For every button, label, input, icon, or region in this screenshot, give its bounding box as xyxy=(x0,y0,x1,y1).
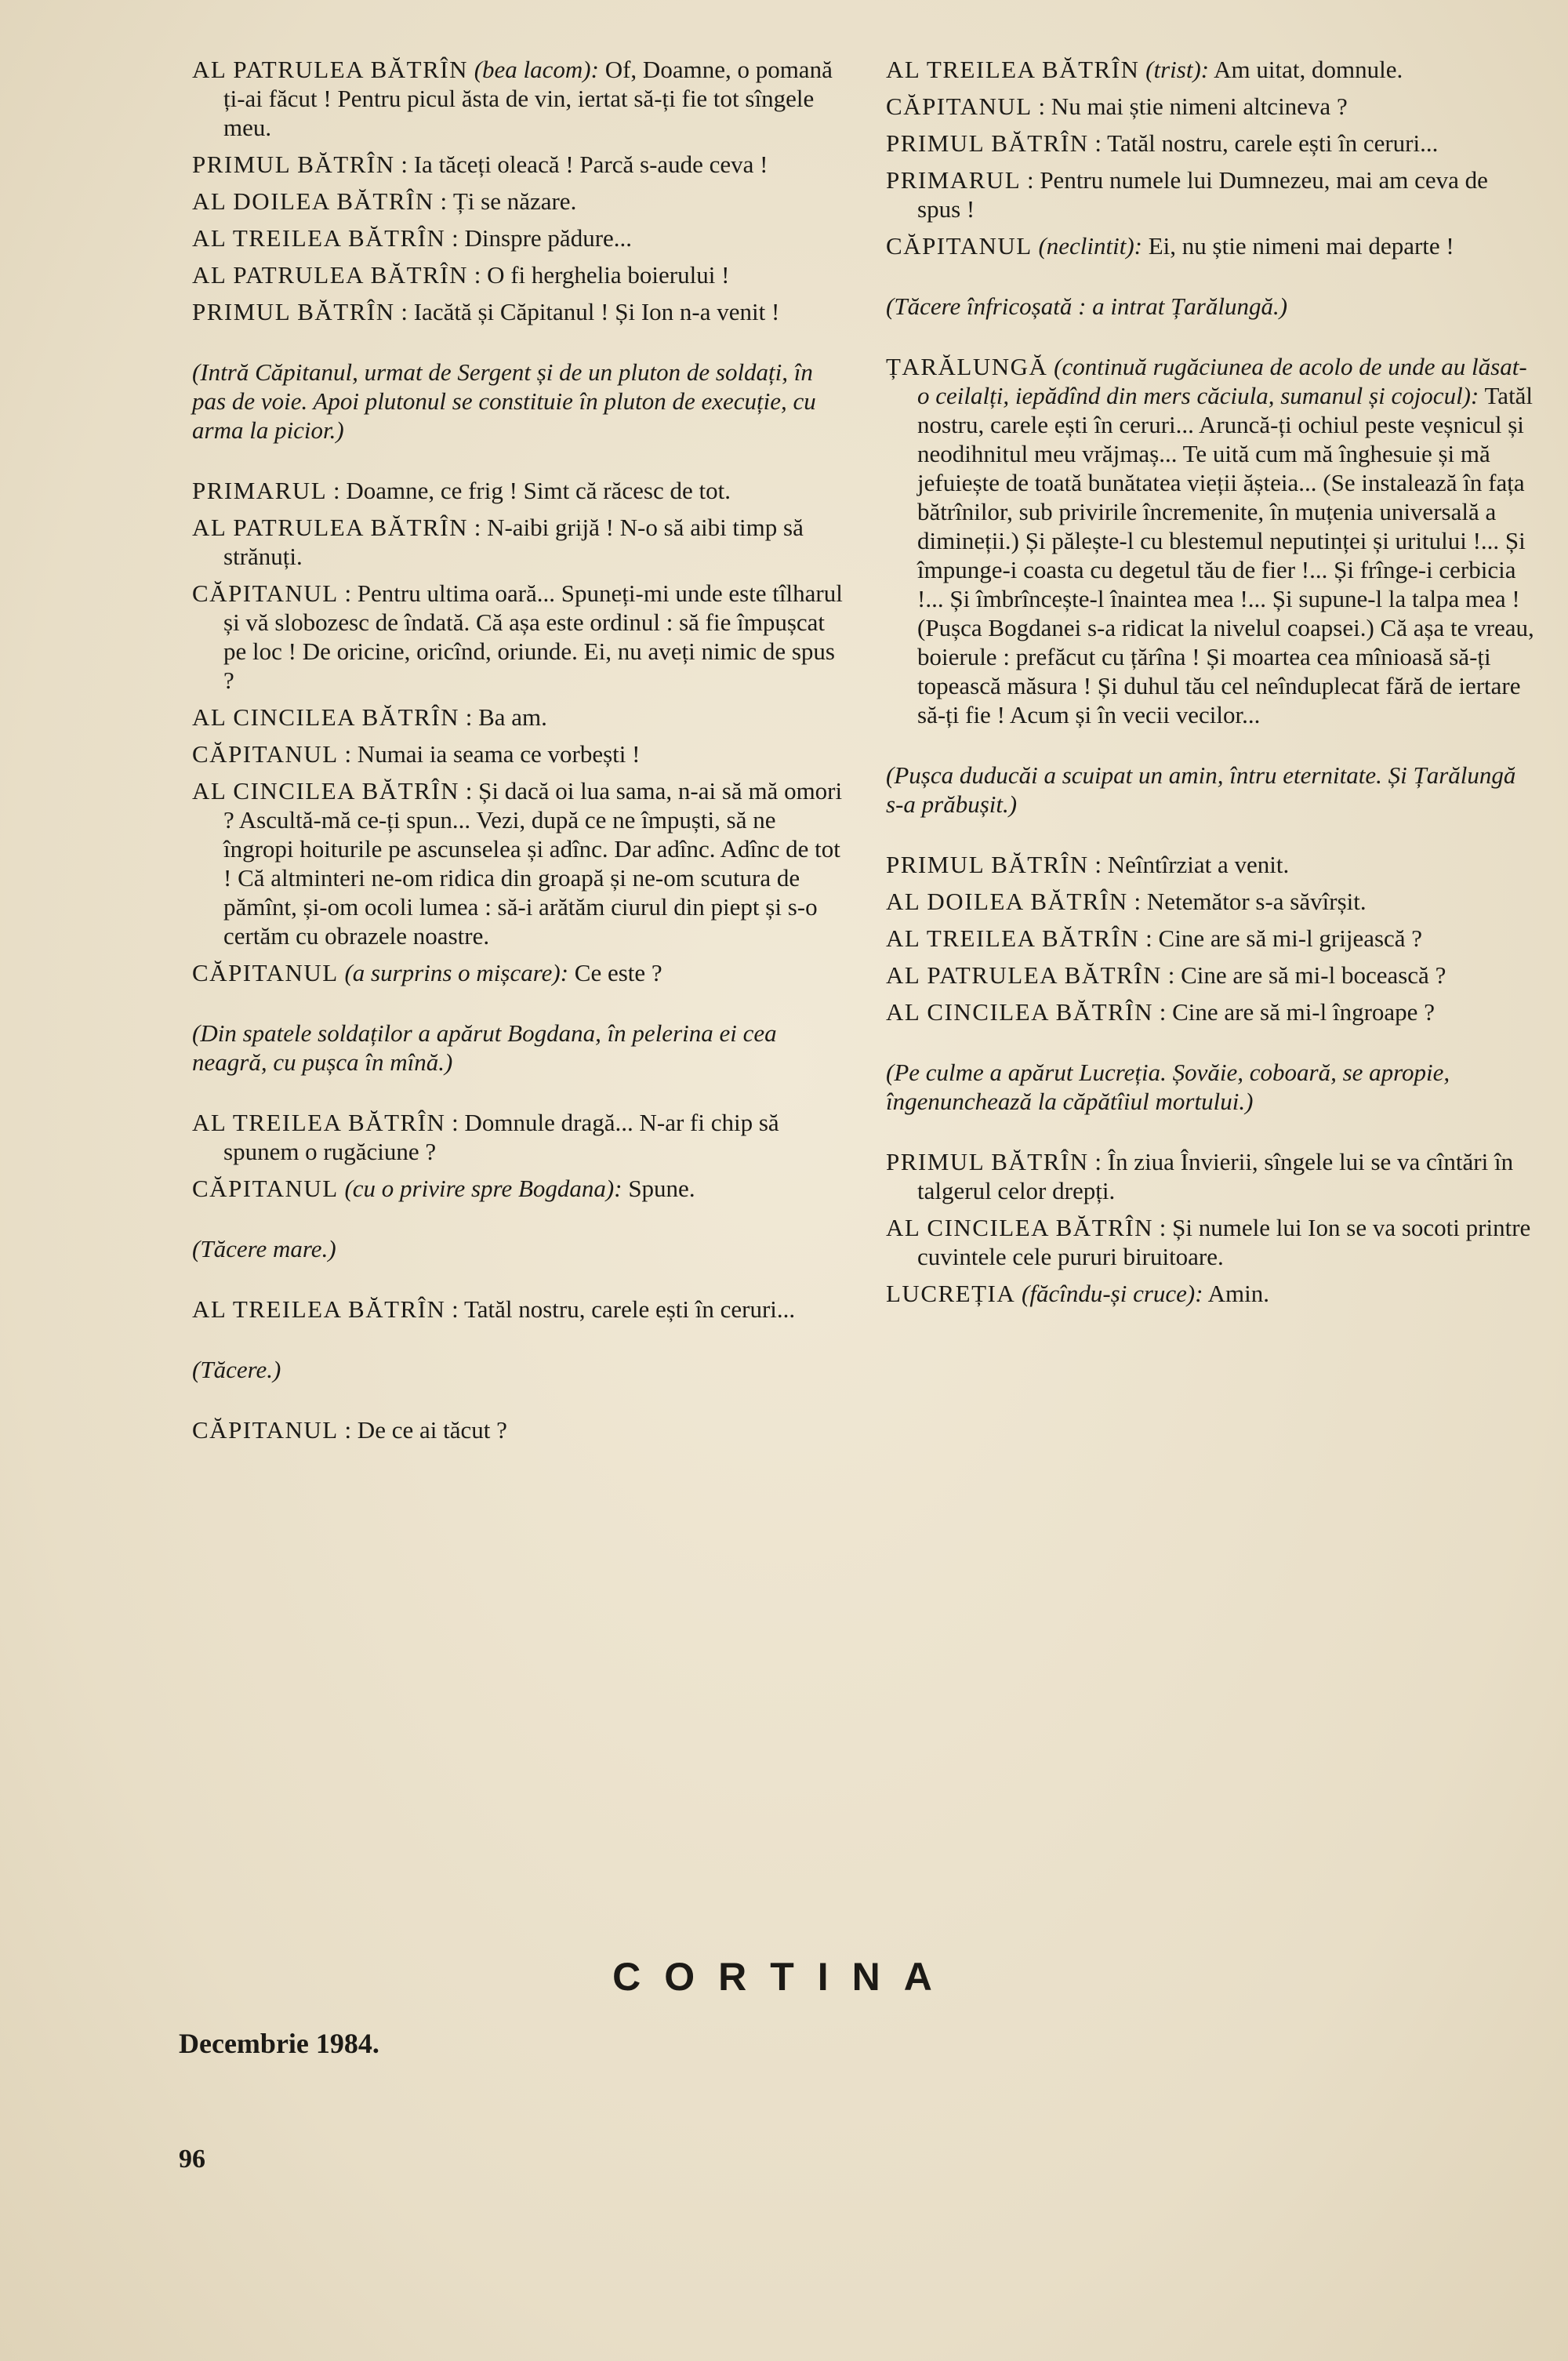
stage-note: (cu o privire spre Bogdana): xyxy=(344,1175,622,1202)
date-line: Decembrie 1984. xyxy=(179,2028,379,2059)
stage-direction: (Din spatele soldaților a apărut Bogdana, în pelerina ei cea neagră, cu pușca în mînă.) xyxy=(192,1019,777,1076)
speech-text: : Pentru numele lui Dumnezeu, mai am ceva de spus ! xyxy=(917,166,1488,223)
stage-direction: (Tăcere.) xyxy=(192,1356,281,1383)
speaker-name: AL DOILEA BĂTRÎN xyxy=(192,187,434,215)
stage-note: (făcîndu-și cruce): xyxy=(1022,1280,1203,1307)
left-column xyxy=(192,55,843,1452)
speech-line xyxy=(192,55,843,142)
speech-line xyxy=(886,165,1537,223)
speech-line xyxy=(192,223,843,252)
speech-text: : Pentru ultima oară... Spuneți-mi unde este tîlharul și vă slobozesc de îndată. Că așa este ordinul : să fie împușcat pe loc ! De oricine, oricînd, oriunde. Ei, nu aveți nimic de spus ? xyxy=(223,579,843,694)
stage-direction: (Intră Căpitanul, urmat de Sergent și de un pluton de soldați, în pas de voie. Apoi plutonul se constituie în pluton de execuție, cu arma la picior.) xyxy=(192,358,816,444)
speech-line xyxy=(192,958,843,987)
speaker-name: AL TREILEA BĂTRÎN xyxy=(886,56,1140,83)
speech-text: : Cine are să mi-l îngroape ? xyxy=(1153,998,1435,1026)
speech-line xyxy=(886,231,1537,260)
speech-text: : N-aibi grijă ! N-o să aibi timp să strănuți. xyxy=(223,514,804,570)
speech-text: : Tatăl nostru, carele ești în ceruri... xyxy=(1088,129,1439,157)
speech-line xyxy=(192,297,843,326)
speech-text: : De ce ai tăcut ? xyxy=(338,1416,507,1444)
stage-note: (a surprins o mișcare): xyxy=(344,959,569,986)
stage-direction: (Tăcere mare.) xyxy=(192,1235,336,1262)
speech-line xyxy=(192,703,843,732)
speech-line xyxy=(192,1174,843,1203)
right-column xyxy=(886,55,1537,1316)
speech-text: Ce este ? xyxy=(568,959,662,986)
speech-line xyxy=(886,961,1537,990)
speech-line xyxy=(886,1279,1537,1308)
speaker-name: CĂPITANUL xyxy=(192,579,339,607)
stage-note: (bea lacom): xyxy=(474,56,599,83)
speech-text: Tatăl nostru, carele ești în ceruri... Aruncă-ți ochiul peste veșnicul și neodihnitul meu vrăjmaș... Te uită cum mă înghesuie și mă jefuiește de toată bunătatea vieții ășteia... (Se instalează în fața bătrînilor, sub privirile încremenite, în muțenia universală a dimineții.) Și pălește-l cu blestemul neputinței și uritului !... Și împunge-i coasta cu degetul tău de fier !... Și frînge-i cerbicia !... Și îmbrîncește-l înaintea mea !... Și supune-l la talpa mea ! (Pușca Bogdanei s-a ridicat la nivelul coapsei.) Că așa te vreau, boierule : prefăcut cu țărîna ! Și moartea cea mînioasă să-ți topească măsura ! Și duhul tău cel neînduplecat fără de iertare să-ți fie ! Acum și în vecii vecilor... xyxy=(917,382,1534,728)
speech-text: : Doamne, ce frig ! Simt că răcesc de tot. xyxy=(327,477,731,504)
speech-text: : Neîntîrziat a venit. xyxy=(1088,851,1290,878)
speaker-name: PRIMARUL xyxy=(886,166,1022,194)
speaker-name: PRIMUL BĂTRÎN xyxy=(192,151,395,178)
speaker-name: PRIMARUL xyxy=(192,477,328,504)
speech-text: : În ziua Învierii, sîngele lui se va cîntări în talgerul celor drepți. xyxy=(917,1148,1514,1204)
speech-text: : O fi herghelia boierului ! xyxy=(467,261,730,289)
speech-text: Amin. xyxy=(1203,1280,1269,1307)
speech-line xyxy=(192,739,843,768)
speaker-name: AL CINCILEA BĂTRÎN xyxy=(886,998,1153,1026)
speaker-name: AL CINCILEA BĂTRÎN xyxy=(192,703,459,731)
speech-text: : Cine are să mi-l grijească ? xyxy=(1139,924,1423,952)
speech-line xyxy=(192,1108,843,1166)
speaker-name: AL PATRULEA BĂTRÎN xyxy=(192,514,468,541)
speech-text: Ei, nu știe nimeni mai departe ! xyxy=(1142,232,1454,260)
speaker-name: AL DOILEA BĂTRÎN xyxy=(886,888,1128,915)
stage-direction: (Pe culme a apărut Lucreția. Șovăie, coboară, se apropie, îngenunchează la căpătîiul mortului.) xyxy=(886,1059,1450,1115)
speech-line xyxy=(886,352,1537,729)
speech-text: : Ia tăceți oleacă ! Parcă s-aude ceva ! xyxy=(394,151,768,178)
speaker-name: AL TREILEA BĂTRÎN xyxy=(192,1109,446,1136)
curtain-heading: CORTINA xyxy=(612,1955,956,1999)
speaker-name: PRIMUL BĂTRÎN xyxy=(192,298,395,325)
speech-text: Am uitat, domnule. xyxy=(1209,56,1403,83)
speech-text: : Cine are să mi-l bocească ? xyxy=(1161,961,1446,989)
speaker-name: AL PATRULEA BĂTRÎN xyxy=(192,56,468,83)
speech-text: : Domnule dragă... N-ar fi chip să spunem o rugăciune ? xyxy=(223,1109,779,1165)
speech-text: : Ba am. xyxy=(459,703,547,731)
speaker-name: AL CINCILEA BĂTRÎN xyxy=(886,1214,1153,1241)
speech-line xyxy=(192,187,843,216)
stage-direction: (Pușca duducăi a scuipat un amin, întru eternitate. Și Țarălungă s-a prăbușit.) xyxy=(886,761,1516,818)
speaker-name: AL TREILEA BĂTRÎN xyxy=(192,1295,446,1323)
stage-note: (trist): xyxy=(1145,56,1210,83)
speech-line xyxy=(886,1147,1537,1205)
speech-line xyxy=(886,1213,1537,1271)
speaker-name: PRIMUL BĂTRÎN xyxy=(886,129,1089,157)
stage-direction: (Tăcere înfricoșată : a intrat Țarălungă.) xyxy=(886,292,1288,320)
speech-line xyxy=(886,850,1537,879)
stage-note: (continuă rugăciunea de acolo de unde au lăsat-o ceilalți, iepădînd din mers căciula, sumanul și cojocul): xyxy=(917,353,1527,409)
page-number: 96 xyxy=(179,2145,205,2174)
speaker-name: ȚARĂLUNGĂ xyxy=(886,353,1048,380)
speaker-name: CĂPITANUL xyxy=(192,959,339,986)
speech-text: Of, Doamne, o pomană ți-ai făcut ! Pentru picul ăsta de vin, iertat să-ți fie tot sîngele meu. xyxy=(223,56,833,141)
speech-line xyxy=(192,1295,843,1324)
speech-text: : Ți se năzare. xyxy=(434,187,577,215)
speaker-name: AL TREILEA BĂTRÎN xyxy=(886,924,1140,952)
speech-line xyxy=(192,260,843,289)
speech-line xyxy=(192,776,843,950)
speech-line xyxy=(886,92,1537,121)
speech-line xyxy=(192,476,843,505)
speech-line xyxy=(886,129,1537,158)
speaker-name: CĂPITANUL xyxy=(192,1175,339,1202)
speaker-name: AL TREILEA BĂTRÎN xyxy=(192,224,446,252)
speech-line xyxy=(192,150,843,179)
speaker-name: AL PATRULEA BĂTRÎN xyxy=(886,961,1162,989)
speech-text: Spune. xyxy=(622,1175,695,1202)
speech-line xyxy=(192,513,843,571)
speech-text: : Numai ia seama ce vorbești ! xyxy=(338,740,641,768)
speech-text: : Iacătă și Căpitanul ! Și Ion n-a venit ! xyxy=(394,298,780,325)
speech-text: : Dinspre pădure... xyxy=(445,224,633,252)
speaker-name: LUCREȚIA xyxy=(886,1280,1016,1307)
speech-text: : Și numele lui Ion se va socoti printre cuvintele cele pururi biruitoare. xyxy=(917,1214,1531,1270)
speech-line xyxy=(192,579,843,695)
speaker-name: PRIMUL BĂTRÎN xyxy=(886,1148,1089,1175)
speaker-name: AL CINCILEA BĂTRÎN xyxy=(192,777,459,805)
speaker-name: CĂPITANUL xyxy=(886,232,1033,260)
stage-note: (neclintit): xyxy=(1038,232,1142,260)
speaker-name: CĂPITANUL xyxy=(192,740,339,768)
speech-line xyxy=(886,55,1537,84)
speaker-name: CĂPITANUL xyxy=(192,1416,339,1444)
speaker-name: AL PATRULEA BĂTRÎN xyxy=(192,261,468,289)
speech-text: : Și dacă oi lua sama, n-ai să mă omori ? Ascultă-mă ce-ți spun... Vezi, după ce ne împuști, să ne îngropi hoiturile pe ascunselea și adînc. Dar adînc. Adînc de tot ! Că altminteri ne-om ridica din groapă și ne-om scutura de pămînt, și-om ocoli lumea : să-i arătăm ciurul din piept și s-o certăm cu obrazele noastre. xyxy=(223,777,843,950)
speech-line xyxy=(886,997,1537,1026)
speaker-name: PRIMUL BĂTRÎN xyxy=(886,851,1089,878)
speaker-name: CĂPITANUL xyxy=(886,93,1033,120)
speech-line xyxy=(886,924,1537,953)
speech-text: : Netemător s-a săvîrșit. xyxy=(1127,888,1367,915)
speech-line xyxy=(192,1415,843,1444)
speech-line xyxy=(886,887,1537,916)
speech-text: : Nu mai știe nimeni altcineva ? xyxy=(1032,93,1348,120)
speech-text: : Tatăl nostru, carele ești în ceruri... xyxy=(445,1295,796,1323)
